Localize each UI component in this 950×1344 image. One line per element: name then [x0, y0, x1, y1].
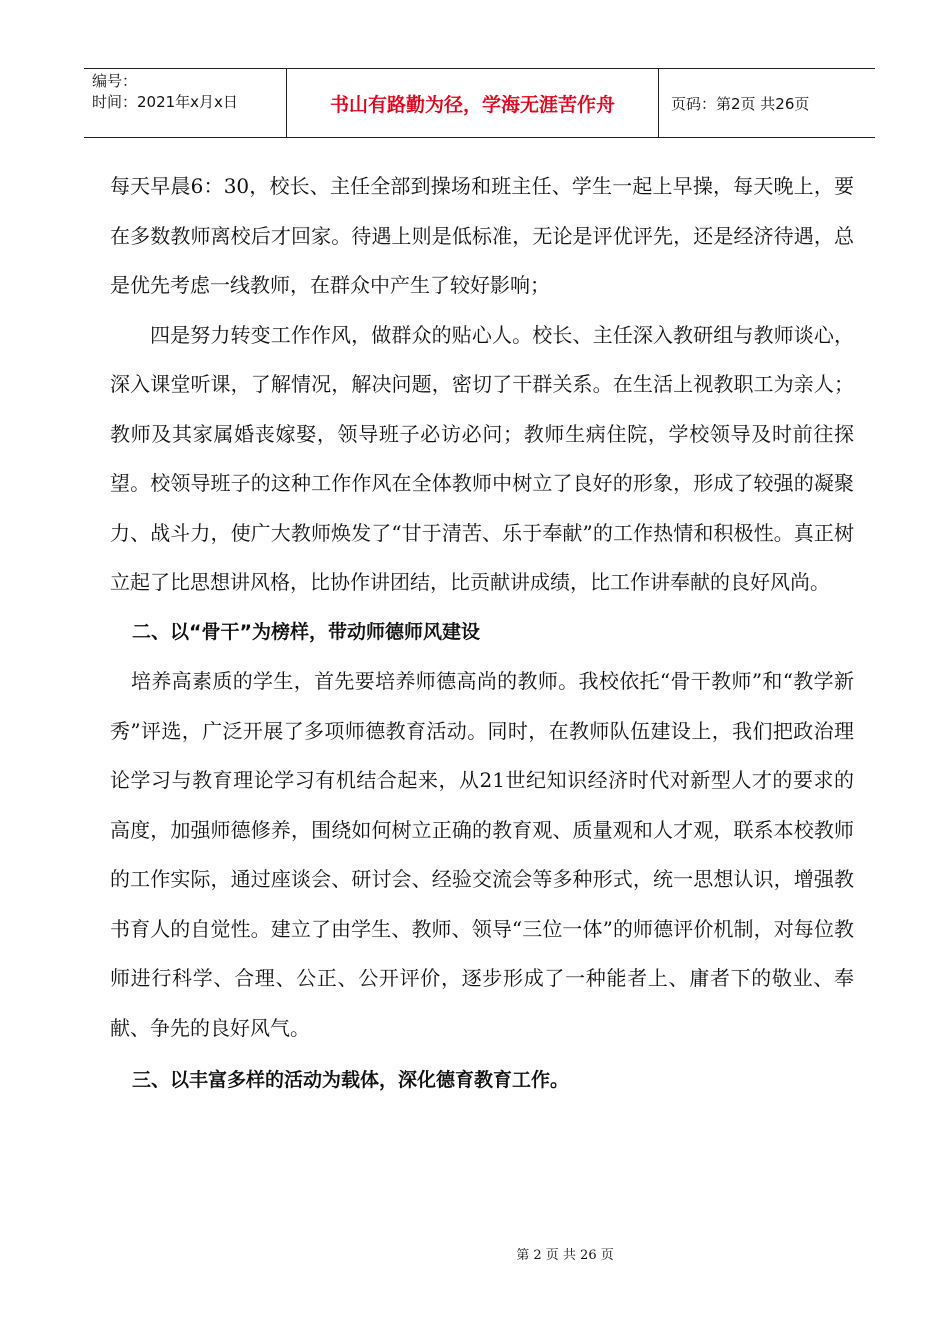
page-header: [84, 68, 875, 138]
section-heading-3: 三、以丰富多样的活动为载体，深化德育教育工作。: [132, 1069, 570, 1091]
document-body: [110, 162, 854, 1106]
section-heading-2: 二、以“骨干”为榜样，带动师德师风建设: [132, 620, 480, 643]
document-time-label: 时间：2021年x月x日: [92, 93, 238, 111]
header-page-info: 页码：第2页 共26页: [671, 94, 810, 113]
header-meta: [84, 69, 286, 137]
document-number-label: 编号：: [92, 72, 138, 90]
paragraph-teacher-ethics: 培养高素质的学生，首先要培养师德高尚的教师。我校依托“骨干教师”和“教学新秀”评选，广泛开展了多项师德教育活动。同时，在教师队伍建设上，我们把政治理论学习与教育理论学习有机结合起来，从21世纪知识经济时代对新型人才的要求的高度，加强师德修养，围绕如何树立正确的教育观、质量观和人才观，联系本校教师的工作实际，通过座谈会、研讨会、经验交流会等多种形式，统一思想认识，增强教书育人的自觉性。建立了由学生、教师、领导“三位一体”的师德评价机制，对每位教师进行科学、合理、公正、公开评价，逐步形成了一种能者上、庸者下的敬业、奉献、争先的良好风气。: [110, 669, 854, 1040]
header-motto: 书山有路勤为径，学海无涯苦作舟: [286, 69, 659, 137]
paragraph-work-style: 四是努力转变工作作风，做群众的贴心人。校长、主任深入教研组与教师谈心，深入课堂听课，了解情况，解决问题，密切了干群关系。在生活上视教职工为亲人；教师及其家属婚丧嫁娶，领导班子必访必问；教师生病住院，学校领导及时前往探望。校领导班子的这种工作作风在全体教师中树立了良好的形象，形成了较强的凝聚力、战斗力，使广大教师焕发了“甘于清苦、乐于奉献”的工作热情和积极性。真正树立起了比思想讲风格，比协作讲团结，比贡献讲成绩，比工作讲奉献的良好风尚。: [110, 322, 854, 594]
page-footer: 第 2 页 共 26 页: [516, 1248, 614, 1263]
paragraph-continuation: 每天早晨6：30，校长、主任全部到操场和班主任、学生一起上早操，每天晚上，要在多数教师离校后才回家。待遇上则是低标准，无论是评优评先，还是经济待遇，总是优先考虑一线教师，在群众中产生了较好影响；: [110, 174, 854, 297]
